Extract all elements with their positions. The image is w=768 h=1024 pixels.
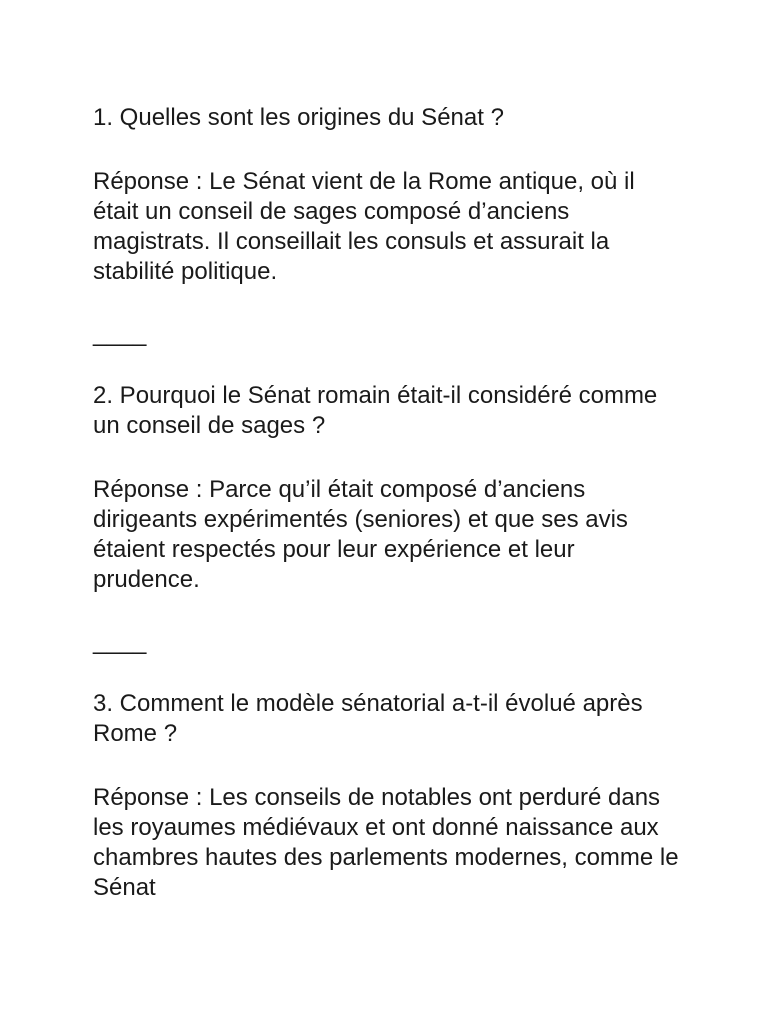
answer-2: Réponse : Parce qu’il était composé d’anciens dirigeants expérimentés (seniores) et que ses avis étaient respectés pour leur expérience et leur prudence. [93, 476, 628, 593]
document-body [93, 103, 683, 903]
separator-1: ____ [93, 320, 147, 347]
answer-3: Réponse : Les conseils de notables ont perduré dans les royaumes médiévaux et ont donné naissance aux chambres hautes des parlements modernes, comme le Sénat [93, 784, 679, 901]
question-2: 2. Pourquoi le Sénat romain était-il considéré comme un conseil de sages ? [93, 382, 658, 439]
separator-2: ____ [93, 628, 147, 655]
question-1: 1. Quelles sont les origines du Sénat ? [93, 104, 504, 131]
answer-1: Réponse : Le Sénat vient de la Rome antique, où il était un conseil de sages composé d’anciens magistrats. Il conseillait les consuls et assurait la stabilité politique. [93, 168, 635, 285]
question-3: 3. Comment le modèle sénatorial a-t-il évolué après Rome ? [93, 690, 643, 747]
